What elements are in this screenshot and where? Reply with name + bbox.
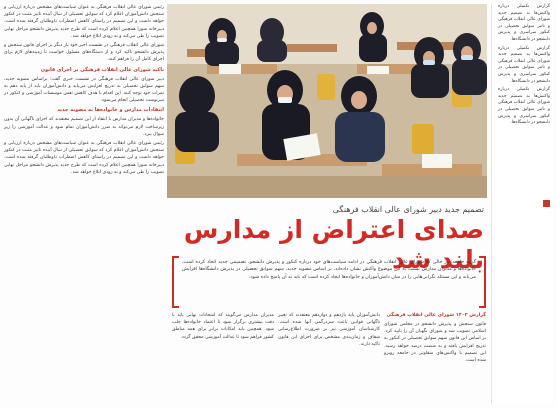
body-column-1-text: قانون سنجش و پذیرش دانشجو در مجلس شورای اسلامی تصویب شد و شورای نگهبان آن را تایید کرد. بر اساس این قانون سهم سوابق تحصیلی در کنکور به تدریج افزایش یافته و به شصت درصد خواهد رسید. این تصمیم با واکنش‌های متفاوتی در جامعه روبرو شده است.	[384, 322, 486, 364]
left-subheading-1: تاکید شورای عالی انقلاب فرهنگی بر اجرای قانون	[40, 66, 164, 73]
body-column-3	[172, 312, 274, 343]
body-column-1	[384, 312, 486, 366]
body-column-2-text: دانش‌آموزان پایه یازدهم و دوازدهم معتقدند که تغییر ناگهانی قوانین باعث سردرگمی آنها شده است. کارشناسان آموزشی نیز بر ضرورت اطلاع‌رسانی شفاف و زمان‌بندی مشخص برای اجرای این قانون تاکید دارند.	[278, 313, 380, 347]
body-column-2	[278, 312, 380, 350]
article-kicker: تصمیم جدید دبیر شورای عالی انقلاب فرهنگی	[332, 205, 484, 214]
side-strip-text: گزارش تکمیلی درباره واکنش‌ها به تصمیم جدید شورای عالی انقلاب فرهنگی و تاثیر سوابق تحصیلی در کنکور سراسری و پذیرش دانشجو در دانشگاه‌ها.	[498, 4, 550, 42]
left-text-column	[4, 4, 164, 404]
section-marker	[543, 200, 550, 207]
exam-hall-photo	[167, 4, 487, 198]
article-headline: صدای اعتراض از مدارس بلند شد	[183, 215, 484, 274]
lead-bracket-right	[479, 256, 486, 308]
side-strip-text-2: گزارش تکمیلی درباره واکنش‌ها به تصمیم جدید شورای عالی انقلاب فرهنگی و تاثیر سوابق تحصیلی در کنکور سراسری و پذیرش دانشجو در دانشگاه‌ها.	[498, 45, 550, 84]
left-paragraph-3: دبیر شورای عالی انقلاب فرهنگی در نشست خبری گفت: براساس مصوبه جدید، سهم سوابق تحصیلی به تدریج افزایش می‌یابد و دانش‌آموزان باید از پایه دهم به نمرات خود توجه کنند. این اقدام با هدف کاهش نقش موسسات آموزشی و کنکور در سرنوشت تحصیلی انجام می‌شود.	[4, 76, 164, 104]
left-paragraph-1: رئیس شورای عالی انقلاب فرهنگی به عنوان سیاست‌های مشخص درباره ارزیابی و سنجش دانش‌آموزان اعلام کرد که سوابق تحصیلی از سال آینده تاثیر مثبت در کنکور خواهد داشت و این تصمیم در راستای کاهش اضطراب داوطلبان گرفته شده است. دبیرخانه شورا همچنین اعلام کرده است که طرح جدید پذیرش دانشجو مراحل نهایی تصویب را طی می‌کند و به زودی ابلاغ خواهد شد.	[4, 5, 164, 39]
left-paragraph-5: رئیس شورای عالی انقلاب فرهنگی به عنوان سیاست‌های مشخص درباره ارزیابی و سنجش دانش‌آموزان اعلام کرد که سوابق تحصیلی از سال آینده تاثیر مثبت در کنکور خواهد داشت و این تصمیم در راستای کاهش اضطراب داوطلبان گرفته شده است. دبیرخانه شورا همچنین اعلام کرده است که طرح جدید پذیرش دانشجو مراحل نهایی تصویب را طی می‌کند و به زودی ابلاغ خواهد شد.	[4, 141, 164, 175]
side-strip-text-3: گزارش تکمیلی درباره واکنش‌ها به تصمیم جدید شورای عالی انقلاب فرهنگی و تاثیر سوابق تحصیلی در کنکور سراسری و پذیرش دانشجو در دانشگاه‌ها.	[498, 87, 550, 126]
article-lead: گروه جامعه: در حالی که شورای عالی انقلاب فرهنگی در ادامه سیاست‌های خود درباره کنکور و پذیرش دانشجو، تصمیمی جدید اتخاذ کرده است، خانواده‌ها و مدیران مدارس نسبت به این موضوع واکنش نشان داده‌اند. بر اساس مصوبه جدید، سهم سوابق تحصیلی در پذیرش دانشگاه‌ها افزایش می‌یابد و این مسئله نگرانی‌هایی را در میان دانش‌آموزان و خانواده‌ها ایجاد کرده است که باید به آن پاسخ داده شود.	[182, 260, 476, 280]
side-strip-text-wrap	[498, 4, 550, 129]
body-column-1-heading: گزارش ۱۴۰۳ شورای عالی انقلاب فرهنگی	[386, 313, 486, 318]
body-column-3-text: مدیران مدارس می‌گویند که امتحانات نهایی باید با دقت بیشتری برگزار شود تا اعتماد خانواده‌ها جلب شود. همچنین باید امکانات برابر برای همه مناطق کشور فراهم شود تا عدالت آموزشی محقق گردد.	[172, 313, 274, 340]
lead-box	[172, 256, 486, 304]
lead-bracket-left	[172, 256, 179, 308]
left-paragraph-4: خانواده‌ها و مدیران مدارس با انتقاد از این تصمیم معتقدند که اجرای ناگهانی آن بدون زیرساخت لازم می‌تواند به ضرر دانش‌آموزان تمام شود و عدالت آموزشی را زیر سوال ببرد.	[4, 117, 164, 137]
left-paragraph-2: شورای عالی انقلاب فرهنگی در نشست اخیر خود بار دیگر بر اجرای قانون سنجش و پذیرش دانشجو تاکید کرد و از دستگاه‌های مسئول خواست تا زمینه‌های لازم برای اجرای کامل آن را فراهم کنند.	[4, 43, 164, 63]
left-subheading-2: انتقادات مدارس و خانواده‌ها به مصوبه جدید	[57, 107, 164, 114]
